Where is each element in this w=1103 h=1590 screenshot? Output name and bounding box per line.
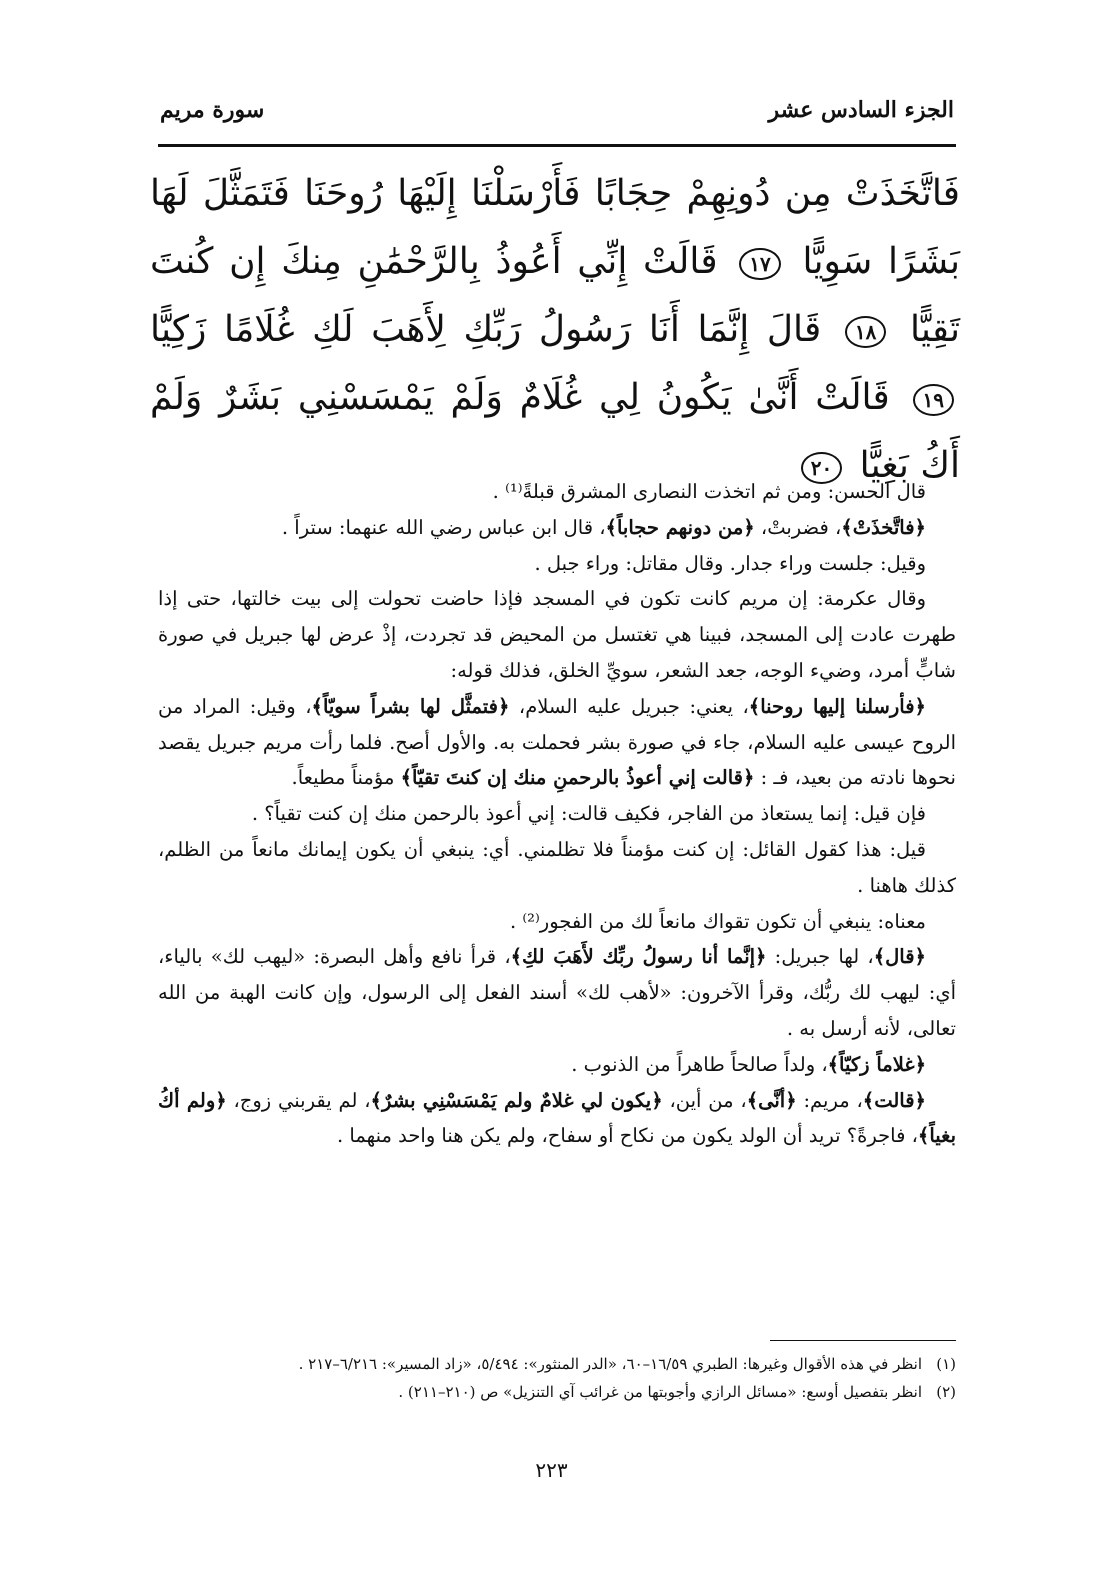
paragraph bbox=[158, 510, 956, 546]
text-run: ، ولداً صالحاً طاهراً من الذنوب . bbox=[571, 1052, 828, 1076]
quran-verses bbox=[150, 160, 960, 500]
paragraph: فإن قيل: إنما يستعاذ من الفاجر، فكيف قالت: إني أعوذ بالرحمن منك إن كنت تقياً؟ . bbox=[251, 802, 926, 826]
footnote-1 bbox=[158, 1350, 956, 1378]
quran-quote: ﴿غلاماً زكيّاً﴾ bbox=[827, 1052, 926, 1076]
header-surah: سورة مريم bbox=[160, 97, 265, 123]
quran-quote: ﴿فأرسلنا إليها روحنا﴾ bbox=[748, 694, 926, 718]
footnote-text: انظر في هذه الأقوال وغيرها: الطبري ١٦/٥٩–٦٠، «الدر المنثور»: ٥/٤٩٤، «زاد المسير»: ٦/٢١٦–٢١٧ . bbox=[298, 1355, 922, 1373]
tafsir-commentary bbox=[158, 474, 956, 1154]
footnotes bbox=[158, 1350, 956, 1406]
ayah-marker: ٢٠ bbox=[801, 452, 842, 484]
header-divider bbox=[158, 144, 956, 147]
paragraph: وقال عكرمة: إن مريم كانت تكون في المسجد فإذا حاضت تحولت إلى بيت خالتها، حتى إذا طهرت عادت إلى المسجد، فبينا هي تغتسل من المحيض قد تجردت، إذْ عرض لها جبريل في صورة شابٍّ أمرد، وضيء الوجه، جعد الشعر، سويِّ الخلق، فذلك قوله: bbox=[158, 587, 956, 682]
paragraph bbox=[158, 1047, 956, 1083]
verse-text: قَالَ إِنَّمَا أَنَا رَسُولُ رَبِّكِ لِأَهَبَ لَكِ غُلَامًا زَكِيًّا bbox=[150, 309, 822, 350]
text-run: ، فاجرةً؟ تريد أن الولد يكون من نكاح أو سفاح، ولم يكن هنا واحد منهما . bbox=[336, 1124, 918, 1148]
ayah-marker: ١٧ bbox=[739, 248, 780, 280]
text-run: مؤمناً مطيعاً. bbox=[291, 766, 401, 790]
page-number: ٢٢٣ bbox=[535, 1458, 568, 1482]
text-run: ، قال ابن عباس رضي الله عنهما: ستراً . bbox=[281, 515, 606, 539]
text-run: ، قرأ نافع وأهل البصرة: «ليهب لك» بالياء، أي: ليهب لك ربُّك، وقرأ الآخرون: «لأهب لك» أسند الفعل إلى الرسول، وإن كانت الهبة من الله تعالى، لأنه أرسل به . bbox=[158, 945, 956, 1040]
quran-quote: ﴿أنَّى﴾ bbox=[746, 1088, 797, 1112]
paragraph: قيل: هذا كقول القائل: إن كنت مؤمناً فلا تظلمني. أي: ينبغي أن يكون إيمانك مانعاً من الظلم، كذلك هاهنا . bbox=[158, 837, 956, 897]
text-run: ، يعني: جبريل عليه السلام، bbox=[509, 694, 749, 718]
quran-quote: ﴿فاتَّخذَتْ﴾ bbox=[841, 515, 926, 539]
paragraph: معناه: ينبغي أن تكون تقواك مانعاً لك من الفجور⁽²⁾ . bbox=[509, 909, 926, 933]
quran-quote: ﴿فتمثَّل لها بشراً سويّاً﴾ bbox=[311, 694, 510, 718]
paragraph: وقيل: جلست وراء جدار. وقال مقاتل: وراء جبل . bbox=[534, 551, 926, 575]
quran-quote: ﴿قالت﴾ bbox=[862, 1088, 926, 1112]
ayah-marker: ١٩ bbox=[913, 384, 954, 416]
footnote-text: انظر بتفصيل أوسع: «مسائل الرازي وأجوبتها من غرائب آي التنزيل» ص (٢١٠–٢١١) . bbox=[398, 1383, 922, 1401]
quran-quote: ﴿قالت إني أعوذُ بالرحمنِ منك إن كنتَ تقيّاً﴾ bbox=[400, 766, 755, 790]
page-header bbox=[160, 90, 954, 130]
footnote-divider bbox=[770, 1340, 956, 1341]
text-run: ، لم يقربني زوج، bbox=[226, 1088, 371, 1112]
paragraph: قال الحسن: ومن ثم اتخذت النصارى المشرق قبلةً⁽¹⁾ . bbox=[492, 480, 926, 503]
quran-quote: ﴿إنَّما أنا رسولُ ربِّك لأَهَبَ لكِ﴾ bbox=[510, 945, 767, 969]
footnote-marker: (٢) bbox=[936, 1383, 956, 1401]
ayah-marker: ١٨ bbox=[845, 316, 886, 348]
verse-text: قَالَتْ أَنَّىٰ يَكُونُ لِي غُلَامٌ وَلَمْ يَمْسَسْنِي بَشَرٌ وَلَمْ أَكُ بَغِيًّا bbox=[150, 377, 960, 486]
text-run: ، مريم: bbox=[796, 1088, 863, 1112]
quran-quote: ﴿ولم أكُ بغياً﴾ bbox=[158, 1088, 956, 1148]
text-run: ، فضربتْ، bbox=[754, 515, 842, 539]
footnote-marker: (١) bbox=[936, 1355, 956, 1373]
footnote-2 bbox=[158, 1378, 956, 1406]
text-run: ، لها جبريل: bbox=[766, 945, 874, 969]
verse-text: قَالَتْ إِنِّي أَعُوذُ بِالرَّحْمَٰنِ مِنكَ إِن كُنتَ تَقِيًّا bbox=[150, 241, 960, 350]
header-juz: الجزء السادس عشر bbox=[768, 97, 954, 123]
quran-quote: ﴿من دونهم حجاباً﴾ bbox=[605, 515, 755, 539]
text-run: ، من أين، bbox=[662, 1088, 747, 1112]
text-run: ، وقيل: المراد من الروح عيسى عليه السلام، جاء في صورة بشر فحملت به. والأول أصح. فلما رأت مريم جبريل يقصد نحوها نادته من بعيد، فـ : bbox=[158, 694, 956, 790]
paragraph bbox=[158, 939, 956, 1046]
verse-text: فَاتَّخَذَتْ مِن دُونِهِمْ حِجَابًا فَأَرْسَلْنَا إِلَيْهَا رُوحَنَا فَتَمَثَّلَ لَهَا بَشَرًا سَوِيًّا bbox=[150, 173, 960, 282]
paragraph bbox=[158, 1083, 956, 1155]
paragraph bbox=[158, 689, 956, 796]
quran-quote: ﴿يكون لي غلامٌ ولم يَمْسَسْنِي بشرٌ﴾ bbox=[370, 1088, 663, 1112]
quran-quote: ﴿قال﴾ bbox=[873, 945, 926, 969]
